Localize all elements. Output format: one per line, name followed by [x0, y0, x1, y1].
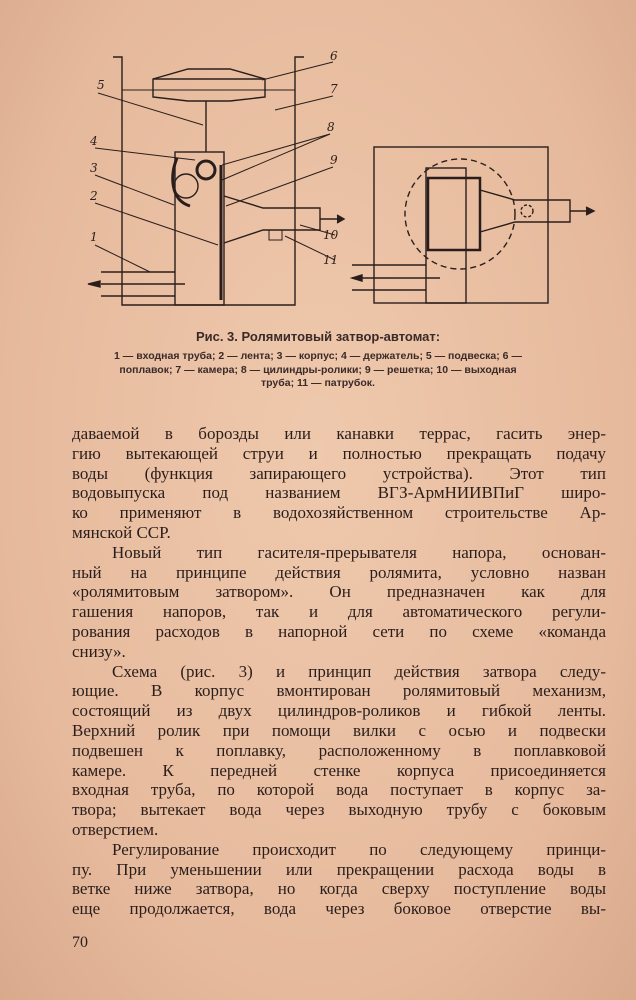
text-line: гию вытекающей струи и полностью прекращать подачу [72, 443, 606, 463]
text-line: пу. При уменьшении или прекращении расхода воды в [72, 859, 606, 879]
float [153, 69, 265, 101]
text-line: «ролямитовым затвором». Он предназначен как для [72, 582, 606, 602]
legend-line: 1 — входная труба; 2 — лента; 3 — корпус; 4 — держатель; 5 — подвеска; 6 — [114, 350, 522, 362]
text-line: ный на принципе действия ролямита, условно назван [72, 562, 606, 582]
text-line: состоящий из двух цилиндров-роликов и гибкой ленты. [72, 701, 606, 721]
text-line: мянской ССР. [72, 522, 171, 542]
label-3: 3 [90, 161, 98, 175]
body-text [72, 424, 606, 919]
label-5: 5 [97, 78, 105, 92]
label-1: 1 [90, 230, 98, 244]
text-line: воды (функция запирающего устройства). Этот тип [72, 463, 606, 483]
legend-line: поплавок; 7 — камера; 8 — цилиндры-ролики; 9 — решетка; 10 — выходная [119, 363, 517, 376]
label-4: 4 [90, 134, 98, 148]
text-line: гашения напоров, так и для автоматического регули- [72, 602, 606, 622]
text-line: даваемой в борозды или канавки террас, гасить энер- [72, 424, 606, 443]
label-10: 10 [323, 228, 339, 242]
text-line: входная труба, по которой вода поступает в корпус за- [72, 780, 606, 800]
figure-labels [89, 49, 339, 267]
text-line: Регулирование происходит по следующему принци- [112, 839, 606, 859]
text-line: твора; вытекает вода через выходную трубу с боковым [72, 800, 606, 820]
front-view [352, 147, 594, 303]
side-view [88, 57, 344, 305]
text-line: водовыпуска под названием ВГЗ-АрмНИИВПиГ широ- [72, 483, 606, 503]
text-line: Верхний ролик при помощи вилки с осью и подвески [72, 720, 606, 740]
legend-line: труба; 11 — патрубок. [261, 377, 375, 389]
label-2: 2 [90, 189, 98, 203]
page-number: 70 [72, 934, 88, 951]
text-line: камере. К передней стенке корпуса присоединяется [72, 760, 606, 780]
label-7: 7 [330, 82, 338, 96]
text-line: Новый тип гасителя-прерывателя напора, основан- [112, 542, 606, 562]
text-line: ющие. В корпус вмонтирован ролямитовый механизм, [72, 681, 606, 701]
label-6: 6 [330, 49, 338, 63]
text-line: ветке ниже затвора, но когда сверху поступление воды [72, 879, 606, 899]
text-line: Схема (рис. 3) и принцип действия затвора следу- [112, 661, 606, 681]
text-line: рования расходов в напорной сети по схеме «команда [72, 621, 606, 641]
text-line: подвешен к поплавку, расположенному в поплавковой [72, 740, 606, 760]
text-line: отверстием. [72, 819, 159, 839]
figure-caption-title: Рис. 3. Ролямитовый затвор-автомат: [195, 329, 441, 344]
label-8: 8 [327, 120, 335, 134]
text-line: снизу». [72, 641, 126, 661]
figure-3-diagram [0, 0, 636, 320]
label-11: 11 [323, 253, 339, 267]
label-9: 9 [330, 153, 338, 167]
text-line: еще продолжается, вода через боковое отверстие вы- [72, 899, 606, 919]
figure-caption-legend [20, 350, 616, 391]
text-line: ко применяют в водохозяйственном строительстве Ар- [72, 503, 606, 523]
